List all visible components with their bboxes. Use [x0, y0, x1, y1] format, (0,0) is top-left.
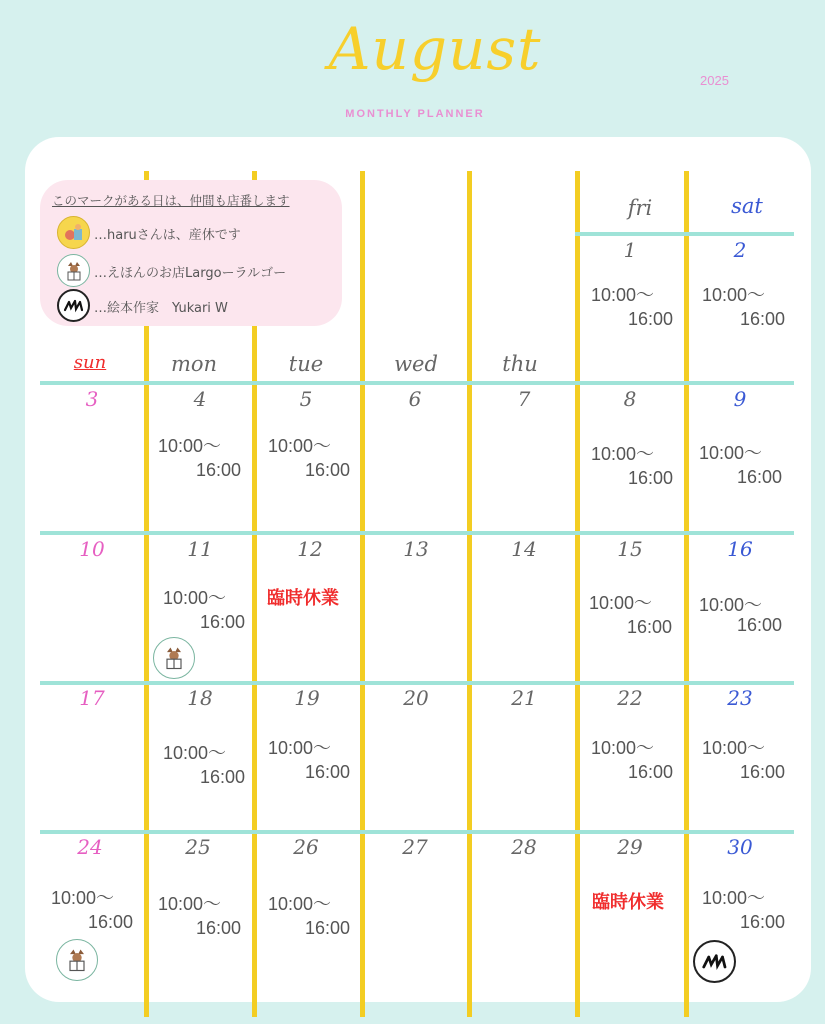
row-divider: [40, 381, 794, 385]
hours-open: 10:00〜: [699, 595, 763, 615]
hours-close: 16:00: [628, 309, 674, 329]
weekday-wed: wed: [394, 352, 438, 376]
hours-close: 16:00: [737, 467, 783, 487]
hours-open: 10:00〜: [591, 444, 655, 464]
day-number: 4: [193, 387, 207, 411]
hours-open: 10:00〜: [51, 888, 115, 908]
column-divider: [575, 171, 580, 1017]
hours-open: 10:00〜: [158, 894, 222, 914]
largo-badge-icon: [56, 939, 98, 981]
legend-item-yukari: …絵本作家 Yukari W: [94, 301, 228, 316]
day-number: 12: [297, 537, 323, 561]
day-number: 7: [517, 387, 531, 411]
hours-close: 16:00: [628, 468, 674, 488]
day-number: 22: [617, 686, 643, 710]
hours-open: 10:00〜: [702, 888, 766, 908]
hours-close: 16:00: [305, 460, 351, 480]
day-number: 5: [299, 387, 313, 411]
hours-open: 10:00〜: [589, 593, 653, 613]
hours-close: 16:00: [200, 612, 246, 632]
day-number: 2: [733, 238, 747, 262]
hours-close: 16:00: [196, 460, 242, 480]
hours-close: 16:00: [196, 918, 242, 938]
day-number: 16: [727, 537, 753, 561]
day-number: 14: [511, 537, 537, 561]
legend-title: このマークがある日は、仲間も店番します: [52, 193, 290, 208]
day-number: 25: [185, 835, 211, 859]
hours-open: 10:00〜: [702, 285, 766, 305]
weekday-thu: thu: [502, 352, 538, 376]
day-number: 28: [511, 835, 537, 859]
year-label: 2025: [700, 73, 729, 88]
haru-badge-icon: [57, 216, 90, 249]
yukari-badge-icon: [57, 289, 90, 322]
hours-close: 16:00: [628, 762, 674, 782]
hours-open: 10:00〜: [591, 738, 655, 758]
weekday-sat: sat: [731, 194, 763, 218]
hours-close: 16:00: [740, 309, 786, 329]
month-title: August: [328, 15, 542, 83]
day-number: 29: [617, 835, 643, 859]
column-divider: [684, 171, 689, 1017]
day-number: 23: [727, 686, 753, 710]
hours-close: 16:00: [88, 912, 134, 932]
hours-open: 10:00〜: [163, 588, 227, 608]
hours-close: 16:00: [627, 617, 673, 637]
largo-badge-icon: [57, 254, 90, 287]
hours-close: 16:00: [305, 762, 351, 782]
day-number: 27: [402, 835, 428, 859]
day-number: 17: [79, 686, 105, 710]
day-number: 8: [623, 387, 637, 411]
day-number: 21: [511, 686, 537, 710]
hours-open: 10:00〜: [702, 738, 766, 758]
day-number: 6: [408, 387, 422, 411]
hours-close: 16:00: [305, 918, 351, 938]
hours-open: 10:00〜: [591, 285, 655, 305]
legend-item-largo: …えほんのお店Largoーラルゴー: [94, 266, 287, 281]
hours-open: 10:00〜: [158, 436, 222, 456]
day-number: 18: [187, 686, 213, 710]
row-divider: [40, 681, 794, 685]
day-number: 9: [733, 387, 747, 411]
weekday-mon: mon: [170, 352, 218, 376]
hours-close: 16:00: [200, 767, 246, 787]
hours-close: 16:00: [737, 615, 783, 635]
planner-subtitle: MONTHLY PLANNER: [345, 108, 485, 120]
day-number: 30: [727, 835, 753, 859]
hours-close: 16:00: [740, 762, 786, 782]
day-number: 15: [617, 537, 643, 561]
yukari-badge-icon: [693, 940, 736, 983]
column-divider: [360, 171, 365, 1017]
day-number: 10: [79, 537, 105, 561]
hours-open: 10:00〜: [163, 743, 227, 763]
day-number: 11: [187, 537, 213, 561]
row-divider: [575, 232, 794, 236]
day-number: 13: [403, 537, 429, 561]
day-number: 3: [85, 387, 99, 411]
hours-open: 10:00〜: [268, 738, 332, 758]
day-number: 26: [293, 835, 319, 859]
column-divider: [467, 171, 472, 1017]
hours-open: 10:00〜: [268, 894, 332, 914]
weekday-tue: tue: [288, 352, 324, 376]
legend-item-haru: …haruさんは、産休です: [94, 228, 241, 243]
hours-open: 10:00〜: [268, 436, 332, 456]
hours-open: 10:00〜: [699, 443, 763, 463]
closed-notice: 臨時休業: [592, 892, 664, 913]
closed-notice: 臨時休業: [267, 588, 339, 609]
day-number: 19: [294, 686, 320, 710]
day-number: 1: [623, 238, 637, 262]
day-number: 20: [403, 686, 429, 710]
day-number: 24: [77, 835, 103, 859]
weekday-sun: sun: [73, 352, 107, 373]
hours-close: 16:00: [740, 912, 786, 932]
row-divider: [40, 531, 794, 535]
weekday-fri: fri: [627, 196, 653, 220]
row-divider: [40, 830, 794, 834]
largo-badge-icon: [153, 637, 195, 679]
